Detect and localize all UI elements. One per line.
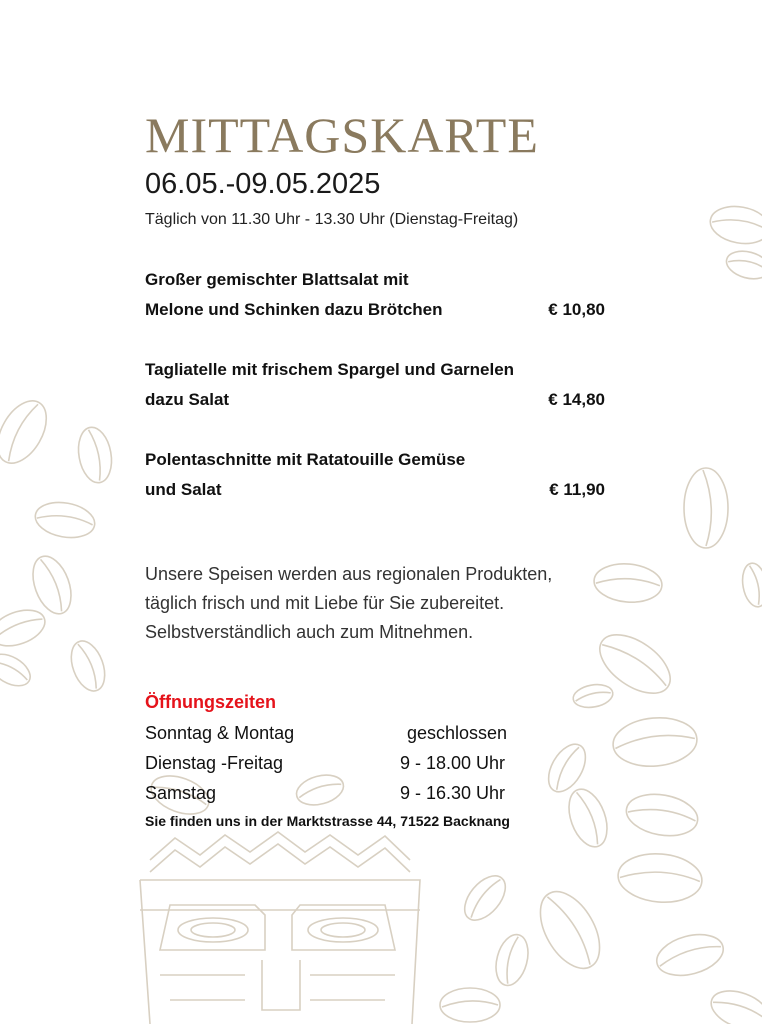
- info-text: [145, 560, 552, 647]
- serving-hours: Täglich von 11.30 Uhr - 13.30 Uhr (Dienstag-Freitag): [145, 211, 519, 228]
- address: Sie finden uns in der Marktstrasse 44, 71522 Backnang: [145, 813, 510, 829]
- dish-item: [145, 445, 605, 505]
- date-range: 06.05.-09.05.2025: [145, 168, 381, 200]
- opening-hours-row: [145, 723, 545, 753]
- opening-time: 9 - 18.00 Uhr: [400, 753, 506, 773]
- opening-hours-title: Öffnungszeiten: [145, 692, 276, 712]
- dish-name-line1: Polentaschnitte mit Ratatouille Gemüse: [145, 450, 466, 469]
- dish-name-line2: Melone und Schinken dazu Brötchen: [145, 300, 443, 319]
- info-line: Selbstverständlich auch zum Mitnehmen.: [145, 622, 474, 642]
- page-title: MITTAGSKARTE: [145, 107, 539, 163]
- info-line: Unsere Speisen werden aus regionalen Produkten,: [145, 564, 553, 584]
- opening-day: Dienstag -Freitag: [145, 753, 284, 773]
- opening-day: Sonntag & Montag: [145, 723, 295, 743]
- dish-name-line1: Großer gemischter Blattsalat mit: [145, 270, 409, 289]
- dish-name-line1: Tagliatelle mit frischem Spargel und Garnelen: [145, 360, 515, 379]
- dish-item: [145, 265, 605, 325]
- opening-hours-row: [145, 783, 545, 813]
- tiki-mask-icon: [140, 832, 420, 1024]
- dish-name-line2: dazu Salat: [145, 390, 230, 409]
- opening-time: 9 - 16.30 Uhr: [400, 783, 506, 803]
- opening-hours-row: [145, 753, 545, 783]
- dish-price: € 10,80: [548, 300, 605, 319]
- opening-day: Samstag: [145, 783, 217, 803]
- info-line: täglich frisch und mit Liebe für Sie zubereitet.: [145, 593, 505, 613]
- dish-item: [145, 355, 605, 415]
- dish-price: € 11,90: [549, 480, 605, 499]
- dish-name-line2: und Salat: [145, 480, 222, 499]
- dish-price: € 14,80: [548, 390, 605, 409]
- opening-time: geschlossen: [407, 723, 508, 743]
